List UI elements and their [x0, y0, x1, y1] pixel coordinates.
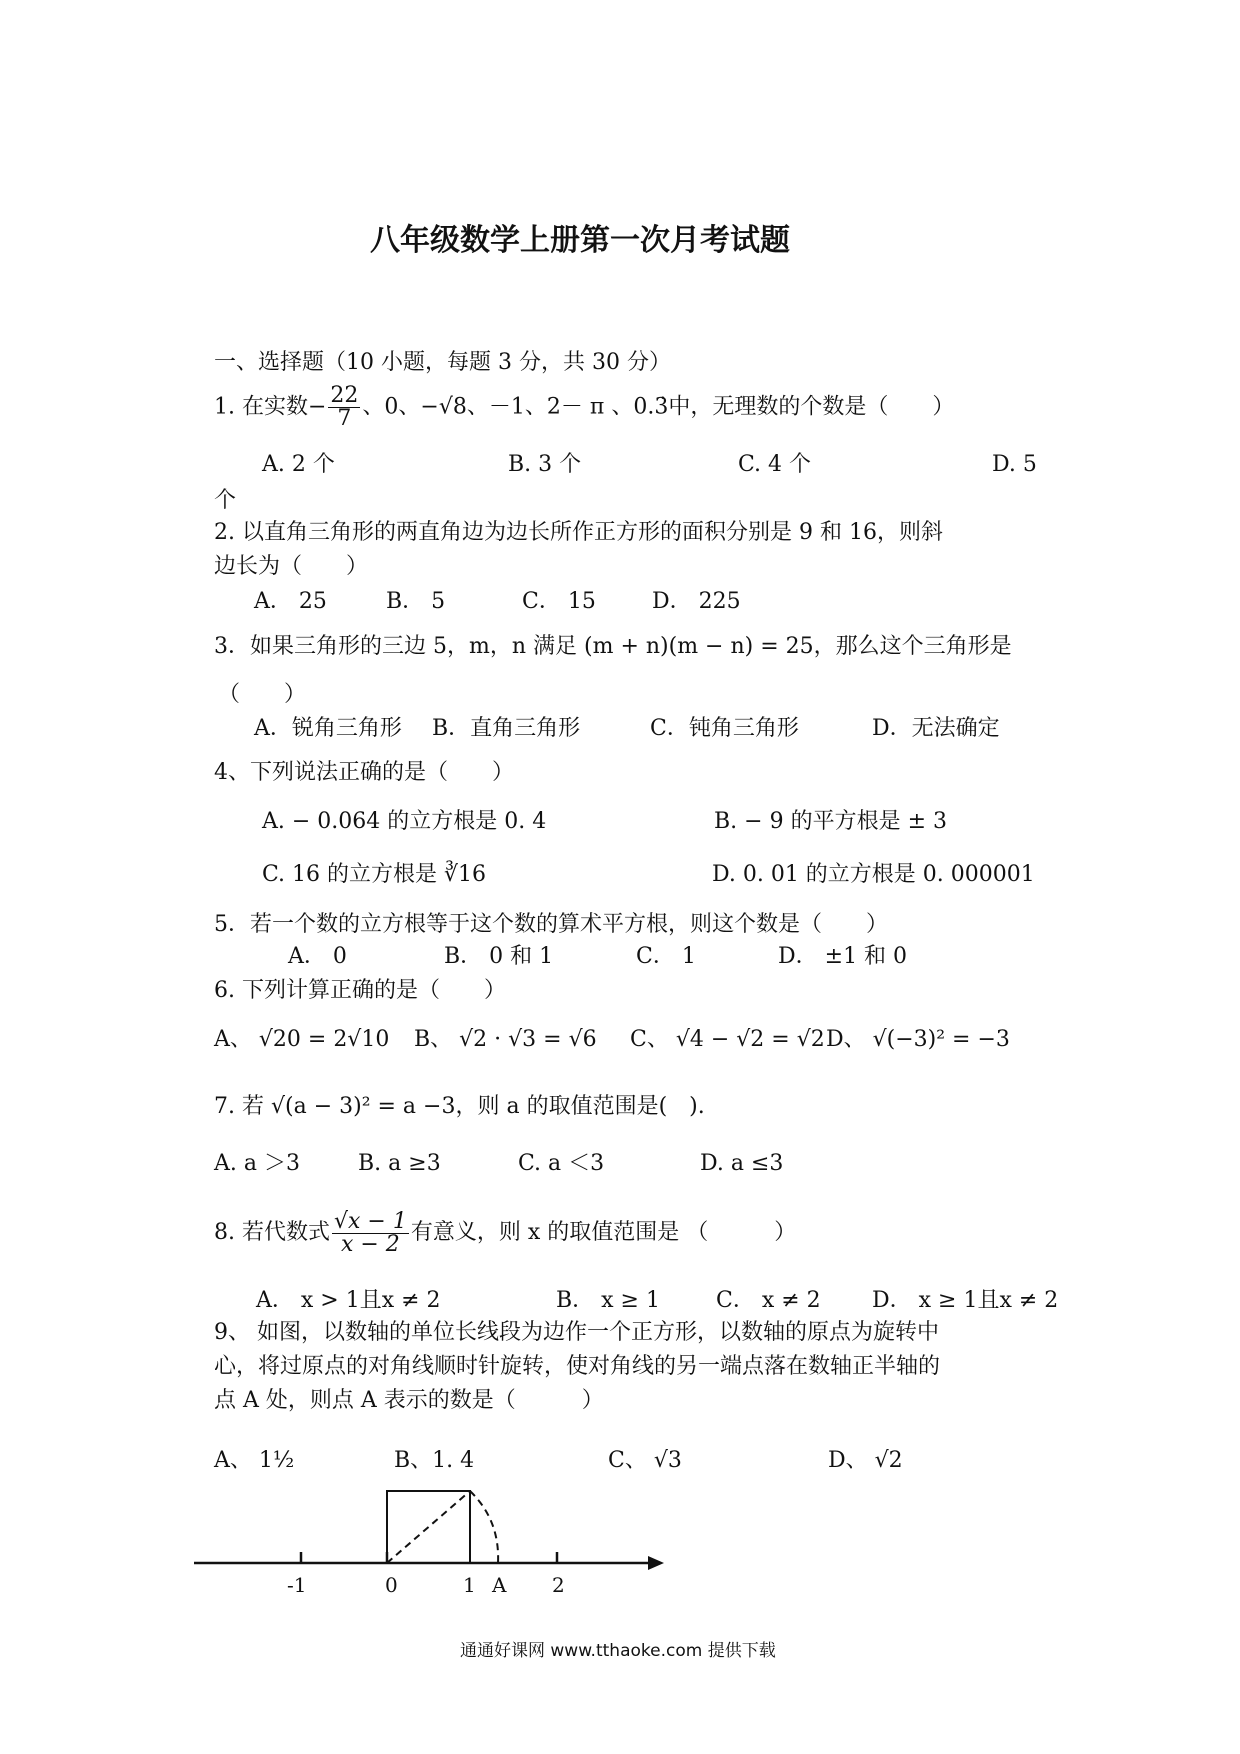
q1-option-d-wrap: 个: [214, 488, 237, 513]
tick-label-1: 1: [463, 1573, 476, 1597]
page-footer: 通通好课网 www.tthaoke.com 提供下载: [460, 1641, 776, 1661]
q9-option-c[interactable]: C、 √3: [608, 1448, 682, 1473]
q1-option-b[interactable]: B. 3 个: [508, 452, 582, 477]
question-3-line1: 3．如果三角形的三边 5，m，n 满足 (m + n)(m − n) = 25，那么这个三角形是: [214, 634, 1012, 659]
q2-option-c[interactable]: C． 15: [522, 589, 596, 614]
q1-option-c[interactable]: C. 4 个: [738, 452, 812, 477]
fraction: $\frac{√x - 1}{x - 2}$: [333, 1208, 407, 1257]
q5-option-c[interactable]: C． 1: [636, 944, 696, 969]
tick-label-A: A: [492, 1573, 507, 1597]
q6-option-d[interactable]: D、 √(−3)² = −3: [826, 1027, 1010, 1052]
q8-option-a[interactable]: A． x > 1且x ≠ 2: [256, 1288, 441, 1313]
q7-option-c[interactable]: C. a ＜3: [518, 1151, 605, 1176]
section-heading: 一、选择题（10 小题，每题 3 分，共 30 分）: [214, 350, 671, 375]
q6-option-c[interactable]: C、 √4 − √2 = √2: [630, 1027, 825, 1052]
q2-option-d[interactable]: D． 225: [652, 589, 741, 614]
page-title: 八年级数学上册第一次月考试题: [370, 223, 790, 258]
q8-option-b[interactable]: B． x ≥ 1: [556, 1288, 660, 1313]
question-2-line1: 2. 以直角三角形的两直角边为边长所作正方形的面积分别是 9 和 16，则斜: [214, 520, 943, 545]
q6-option-b[interactable]: B、 √2 · √3 = √6: [414, 1027, 597, 1052]
q9-option-a[interactable]: A、 1½: [214, 1448, 295, 1473]
q3-option-a[interactable]: A．锐角三角形: [254, 716, 402, 741]
question-9-line2: 心，将过原点的对角线顺时针旋转，使对角线的另一端点落在数轴正半轴的: [214, 1354, 941, 1379]
question-9-line1: 9、 如图，以数轴的单位长线段为边作一个正方形，以数轴的原点为旋转中: [214, 1320, 939, 1345]
q5-option-d[interactable]: D． ±1 和 0: [778, 944, 908, 969]
q1-option-a[interactable]: A. 2 个: [262, 452, 335, 477]
q8-option-c[interactable]: C． x ≠ 2: [716, 1288, 821, 1313]
q3-option-b[interactable]: B．直角三角形: [432, 716, 581, 741]
q7-option-a[interactable]: A. a ＞3: [214, 1151, 300, 1176]
tick-label-0: 0: [385, 1573, 398, 1597]
q9-option-b[interactable]: B、1. 4: [394, 1448, 475, 1473]
q2-option-b[interactable]: B． 5: [386, 589, 446, 614]
q7-option-b[interactable]: B. a ≥3: [358, 1151, 441, 1176]
q9-option-d[interactable]: D、 √2: [828, 1448, 903, 1473]
q1-option-d[interactable]: D. 5: [992, 452, 1037, 477]
tick-label-minus-1: -1: [287, 1573, 307, 1597]
q5-option-a[interactable]: A． 0: [288, 944, 347, 969]
tick-label-2: 2: [552, 1573, 565, 1597]
q3-option-c[interactable]: C．钝角三角形: [650, 716, 799, 741]
q3-option-d[interactable]: D．无法确定: [872, 716, 1000, 741]
q7-option-d[interactable]: D. a ≤3: [700, 1151, 784, 1176]
q2-option-a[interactable]: A． 25: [254, 589, 327, 614]
question-8-stem: 8. 若代数式 $\frac{√x - 1}{x - 2}$ 有意义，则 x 的取值范围是 （ ）: [214, 1208, 797, 1257]
square-diagonal: [387, 1491, 470, 1563]
question-6-stem: 6. 下列计算正确的是（ ）: [214, 978, 506, 1003]
q8-option-d[interactable]: D． x ≥ 1且x ≠ 2: [872, 1288, 1059, 1313]
q6-option-a[interactable]: A、 √20 = 2√10: [214, 1027, 390, 1052]
question-7-stem: 7. 若 √(a − 3)² = a −3，则 a 的取值范围是( ).: [214, 1094, 705, 1119]
q4-option-a[interactable]: A. − 0.064 的立方根是 0. 4: [262, 809, 547, 834]
question-2-line2: 边长为（ ）: [214, 554, 369, 579]
axis-arrowhead: [648, 1556, 664, 1570]
q4-option-d[interactable]: D. 0. 01 的立方根是 0. 000001: [712, 862, 1035, 887]
q5-option-b[interactable]: B． 0 和 1: [444, 944, 554, 969]
q4-option-c[interactable]: C. 16 的立方根是 ∛16: [262, 862, 487, 887]
question-9-line3: 点 A 处，则点 A 表示的数是（ ）: [214, 1388, 604, 1413]
fraction: $\frac{22}{7}$: [330, 383, 359, 431]
question-1-stem: 1. 在实数− $\frac{22}{7}$ 、0、−√8、－1、2－ π 、0.3̇中，无理数的个数是（ ）: [214, 383, 955, 431]
question-4-stem: 4、下列说法正确的是（ ）: [214, 760, 514, 785]
rotation-arc: [470, 1491, 498, 1563]
q4-option-b[interactable]: B. − 9 的平方根是 ± 3: [714, 809, 947, 834]
question-5-stem: 5．若一个数的立方根等于这个数的算术平方根，则这个数是（ ）: [214, 912, 888, 937]
question-3-line2: （ ）: [218, 682, 307, 707]
